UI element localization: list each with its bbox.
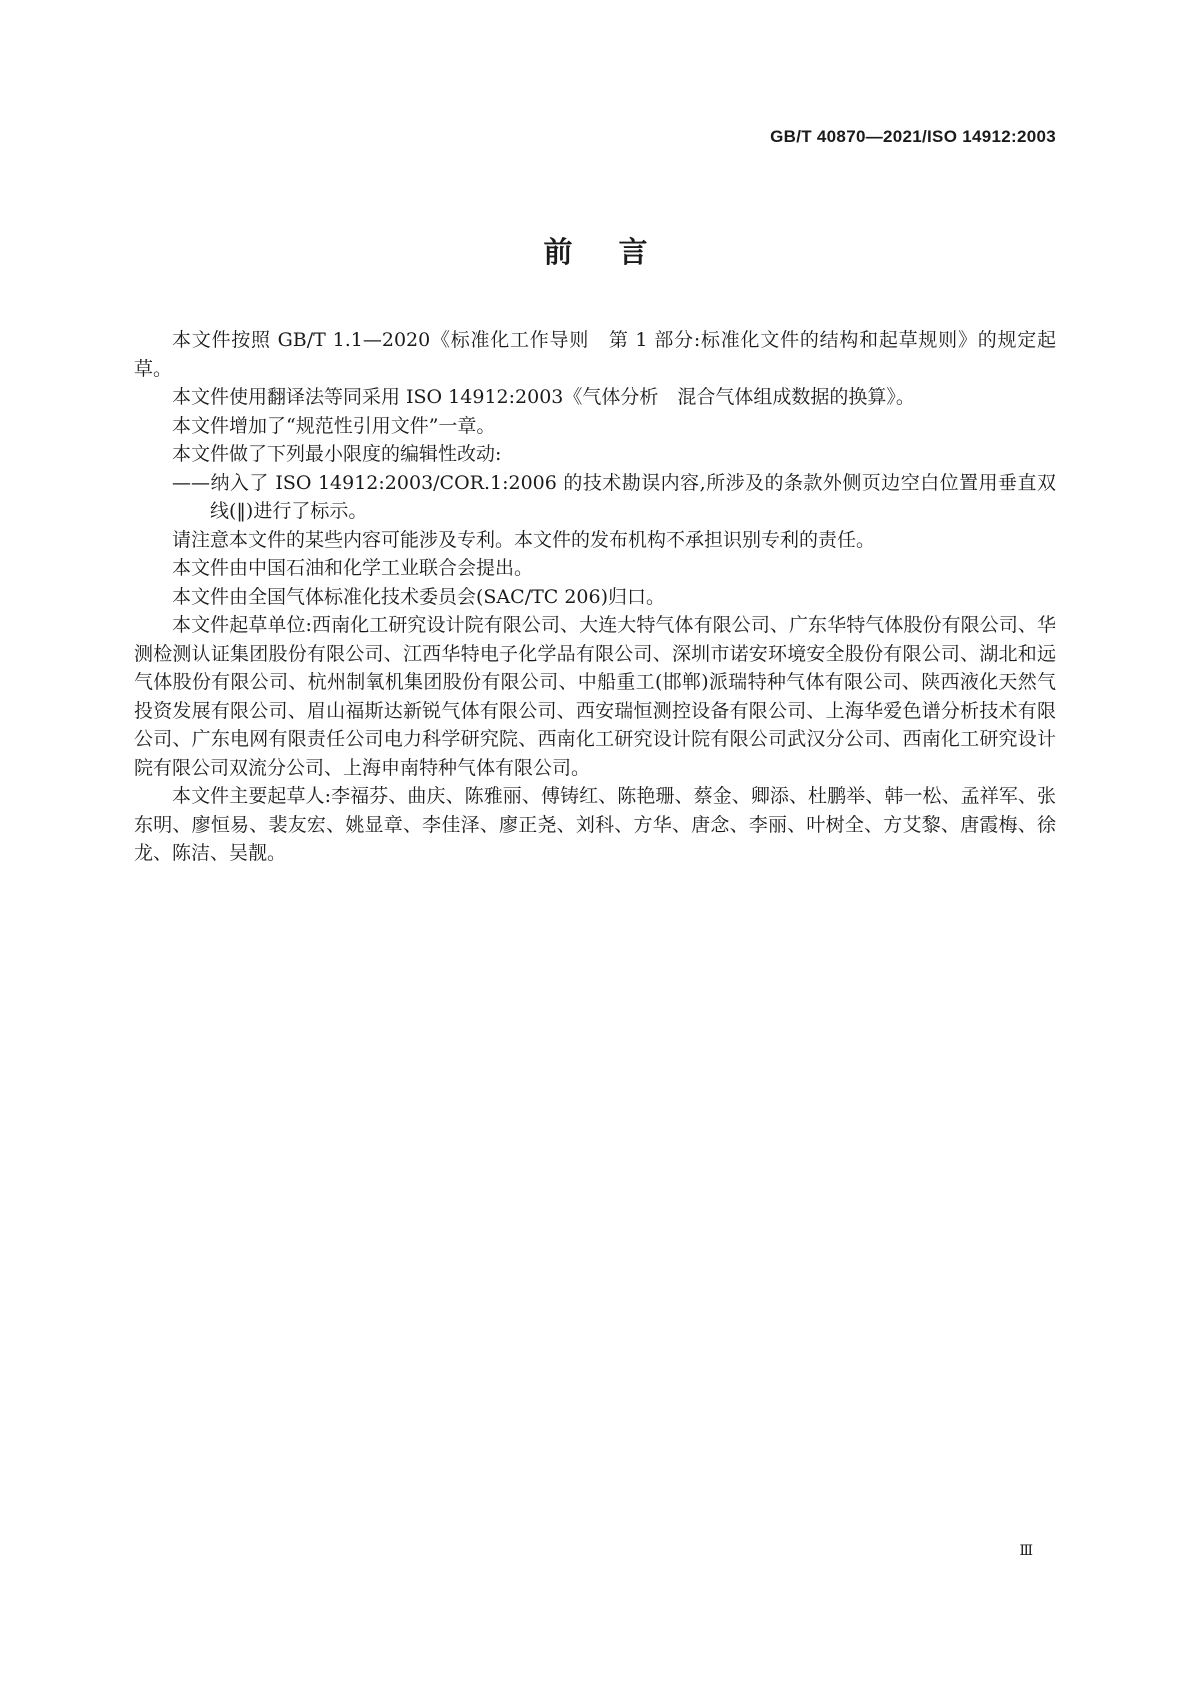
paragraph-committee: 本文件由全国气体标准化技术委员会(SAC/TC 206)归口。 xyxy=(172,585,666,608)
paragraph-drafting-units: 本文件起草单位:西南化工研究设计院有限公司、大连大特气体有限公司、广东华特气体股份有限公司、华测检测认证集团股份有限公司、江西华特电子化学品有限公司、深圳市诺安环境安全股份有限公司、湖北和远气体股份有限公司、杭州制氧机集团股份有限公司、中船重工(邯郸)派瑞特种气体有限公司、陕西液化天然气投资发展有限公司、眉山福斯达新锐气体有限公司、西安瑞恒测控设备有限公司、上海华爱色谱分析技术有限公司、广东电网有限责任公司电力科学研究院、西南化工研究设计院有限公司武汉分公司、西南化工研究设计院有限公司双流分公司、上海申南特种气体有限公司。 xyxy=(134,614,1056,779)
paragraph-added-chapter: 本文件增加了“规范性引用文件”一章。 xyxy=(172,414,496,437)
list-item-corrigendum: ——纳入了 ISO 14912:2003/COR.1:2006 的技术勘误内容,所涉及的条款外侧页边空白位置用垂直双线(‖)进行了标示。 xyxy=(172,471,1056,522)
standard-code: GB/T 40870—2021/ISO 14912:2003 xyxy=(770,127,1056,146)
paragraph-drafting-rules: 本文件按照 GB/T 1.1—2020《标准化工作导则 第 1 部分:标准化文件的结构和起草规则》的规定起草。 xyxy=(134,329,1056,380)
paragraph-editorial-changes: 本文件做了下列最小限度的编辑性改动: xyxy=(172,443,502,465)
paragraph-drafters: 本文件主要起草人:李福芬、曲庆、陈雅丽、傅铸红、陈艳珊、蔡金、卿添、杜鹏举、韩一松、孟祥军、张东明、廖恒易、裴友宏、姚显章、李佳泽、廖正尧、刘科、方华、唐念、李丽、叶树全、方艾黎、唐霞梅、徐龙、陈洁、吴靓。 xyxy=(134,785,1056,864)
paragraph-proposer: 本文件由中国石油和化学工业联合会提出。 xyxy=(172,557,534,579)
paragraph-patent-notice: 请注意本文件的某些内容可能涉及专利。本文件的发布机构不承担识别专利的责任。 xyxy=(172,528,876,551)
page-number: Ⅲ xyxy=(1019,1543,1033,1559)
page-title: 前言 xyxy=(543,235,694,269)
preface-body xyxy=(134,326,1056,868)
paragraph-adoption: 本文件使用翻译法等同采用 ISO 14912:2003《气体分析 混合气体组成数据的换算》。 xyxy=(172,386,915,408)
